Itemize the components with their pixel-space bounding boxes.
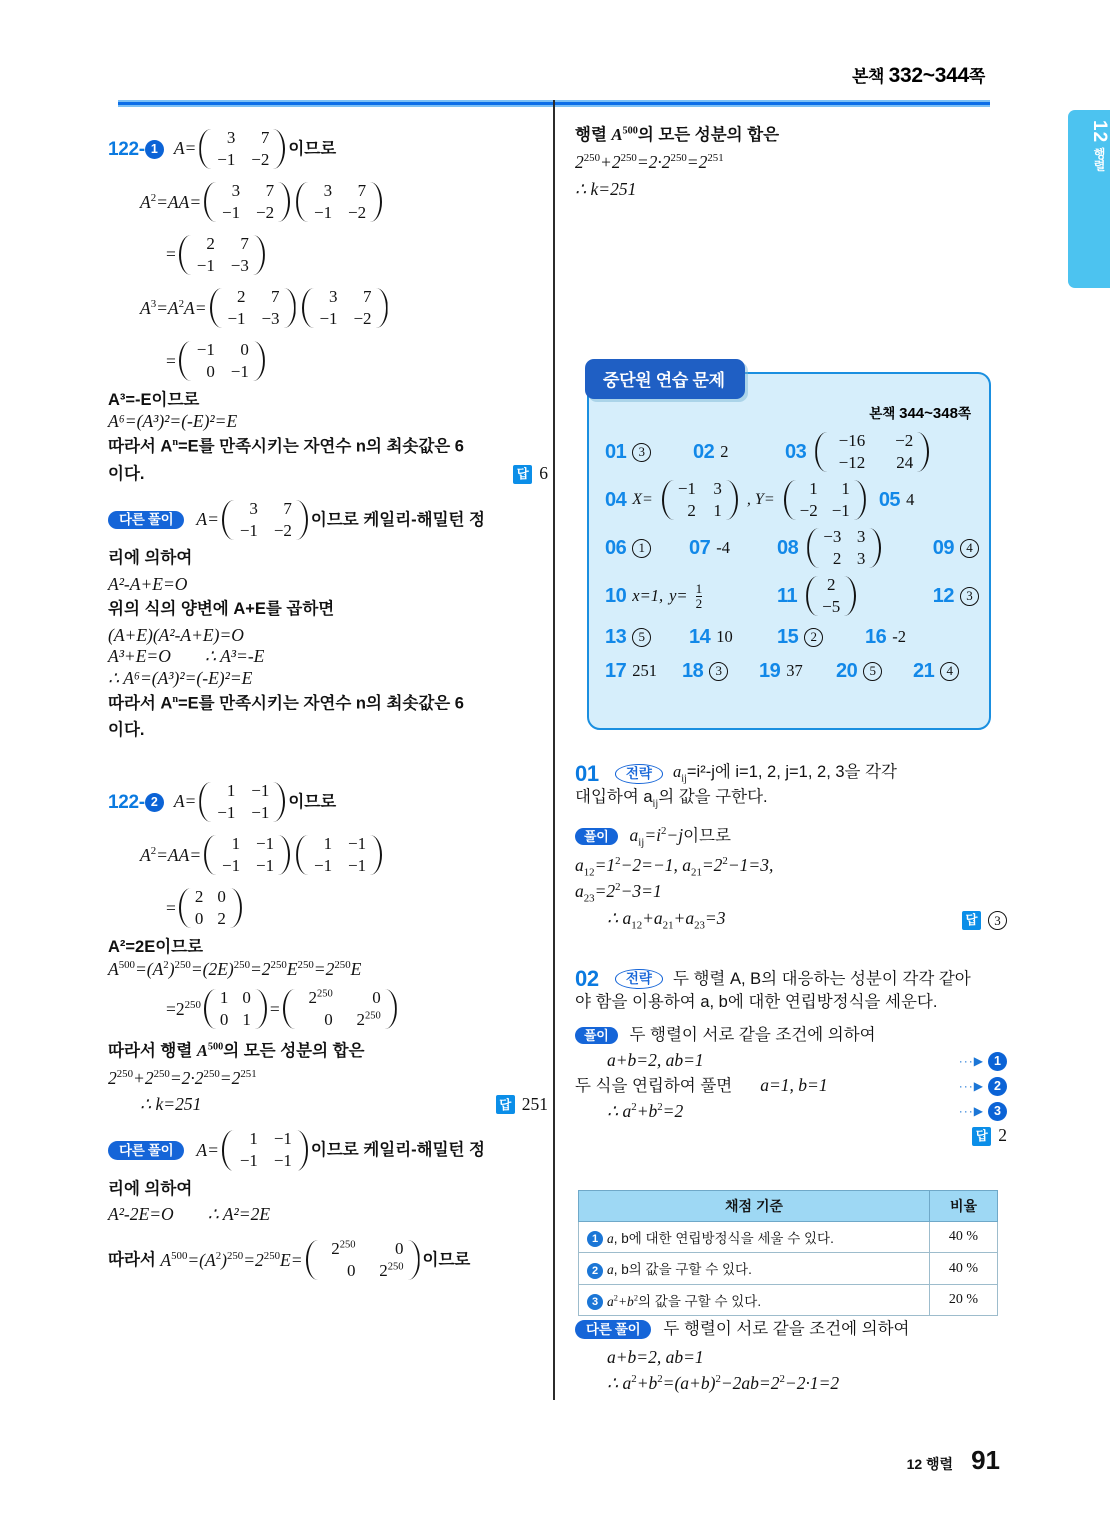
problem-01-block — [575, 763, 1007, 931]
criteria-row-2-text — [579, 1253, 930, 1284]
conclusion-122-1-part1: 따라서 A — [108, 437, 173, 456]
answer-item-13-value: 5 — [632, 628, 651, 647]
criteria-header-criteria: 채점 기준 — [579, 1191, 930, 1222]
problem-02-strategy-text: 두 행렬 A, B의 대응하는 성분이 각각 같아 — [672, 969, 971, 988]
matrix-A2-122-2-result: 2 0 0 2 — [177, 886, 244, 930]
criteria-row-1-marker: 1 — [587, 1231, 603, 1247]
answer-item-13-number: 13 — [605, 625, 627, 648]
criteria-row-2-var: a — [607, 1262, 614, 1278]
answer-badge-icon-01: 답 — [962, 911, 981, 930]
problem-02-answer-value: 2 — [998, 1125, 1007, 1146]
answer-item-10-number: 10 — [605, 584, 627, 607]
answer-item-20-number: 20 — [836, 659, 858, 682]
problem-122-2-number: 122- — [108, 791, 145, 813]
alt-eq3-122-1 — [108, 648, 548, 666]
answer-item-16 — [865, 626, 906, 649]
line-A500b-122-2: $=2^{250}$ 1 0 0 1 = $2^{250}$ 0 0 $2^{250}$ — [166, 987, 548, 1031]
other-solution-pill-2: 다른 풀이 — [108, 1141, 184, 1160]
answer-item-10-den: 2 — [695, 595, 703, 611]
answer-item-19-value: 37 — [786, 661, 803, 681]
answer-item-08-number: 08 — [777, 536, 799, 559]
answer-item-15-number: 15 — [777, 625, 799, 648]
criteria-row-2 — [579, 1253, 998, 1284]
alt-eq1a-122-2: A²-2E=O — [108, 1204, 174, 1225]
side-tab-label — [1068, 120, 1110, 172]
answer-item-10 — [605, 582, 777, 611]
answer-item-06-value: 1 — [632, 539, 651, 558]
answer-item-12-value: 3 — [960, 587, 979, 606]
strategy-pill-02: 전략 — [615, 969, 663, 989]
answer-item-18-value: 3 — [709, 662, 728, 681]
matrix-A2-122-2-m2: 1 −1 −1 −1 — [294, 833, 384, 877]
problem-02-solution-header — [575, 1027, 1007, 1044]
grading-criteria-table — [578, 1190, 998, 1316]
answer-item-09-value: 4 — [960, 539, 979, 558]
alt-line2-122-2: 리에 의하여 — [108, 1179, 193, 1198]
answer-box-ref-prefix: 본책 — [869, 406, 896, 421]
line-A2-eq-122-2: A²=2E이므로 — [108, 938, 204, 957]
alt-conclusion-122-1-p1: 따라서 A — [108, 694, 173, 713]
problem-02-line3-row: ∴ $a^2+b^2=2$ ···▶ 3 — [575, 1102, 1007, 1121]
alt-line3-122-1: 위의 식의 양변에 A+E를 곱하면 — [108, 600, 335, 619]
answer-item-10-x: x=1, — [632, 586, 664, 606]
criteria-header-row — [579, 1191, 998, 1222]
answer-item-06-number: 06 — [605, 536, 627, 559]
answer-row-3 — [605, 526, 979, 570]
answer-item-02 — [693, 441, 785, 464]
matrix-A3-m1: 2 7 −1 −3 — [208, 286, 298, 330]
problem-02-answer-line — [575, 1127, 1007, 1146]
alt-eq3a-122-1: A³+E=O — [108, 646, 171, 667]
problem-02-sol-intro: 두 행렬이 서로 같을 조건에 의하여 — [629, 1025, 876, 1044]
alt-tail-122-2: 이므로 케일리-해밀턴 정 — [310, 1141, 485, 1160]
answer-box-ref-range: 344~348 — [899, 405, 958, 422]
answer-item-14-number: 14 — [689, 625, 711, 648]
text-imuro-1: 이므로 — [288, 139, 337, 158]
answer-value-122-2: 251 — [521, 1094, 548, 1115]
footer-page-number: 91 — [971, 1445, 1000, 1475]
criteria-row-3-marker: 3 — [587, 1294, 603, 1310]
problem-02-alt-intro: 두 행렬이 서로 같을 조건에 의하여 — [663, 1320, 910, 1338]
answer-box-grid — [605, 430, 979, 690]
criteria-row-3 — [579, 1284, 998, 1315]
answer-item-17-number: 17 — [605, 659, 627, 682]
alt-eq2-122-1: (A+E)(A²-A+E)=O — [108, 624, 244, 645]
answer-item-17-value: 251 — [632, 661, 657, 681]
conclusion-122-2: 따라서 행렬 $A^{500}$의 모든 성분의 합은 — [108, 1041, 365, 1061]
alt-eq1-122-2 — [108, 1206, 548, 1224]
problem-01-solution-header: 풀이 $a_{ij}=i^2-j$ 이므로 — [575, 826, 1007, 848]
alt-solution-122-1-header: 다른 풀이 A= 3 7 −1 −2 이므로 케일리-해밀턴 정 — [108, 498, 548, 542]
side-tab-word: 행렬 — [1092, 147, 1106, 172]
step-A3-122-1: $A^3=A^2A=$ 2 7 −1 −3 3 7 −1 −2 — [140, 286, 548, 330]
answer-item-05-number: 05 — [878, 488, 901, 511]
alt-conclusion-122-2: 따라서 $A^{500}=(A^2)^{250}=2^{250}E=$ $2^{250}$ 0 0 $2^{250}$ 이므로 — [108, 1238, 548, 1282]
answer-item-04-matrix-X: −1 3 2 1 — [660, 478, 740, 522]
step-marker-1: ···▶ 1 — [959, 1052, 1007, 1071]
answer-item-21 — [913, 660, 959, 683]
problem-01-strategy-text: =i²-j에 i=1, 2, j=1, 2, 3을 각각 — [686, 762, 897, 781]
answer-line-122-2: ∴ k=251 답 251 — [140, 1094, 548, 1115]
problem-01-answer-value: 3 — [988, 911, 1007, 930]
conclusion-122-1-part2: =E를 만족시키는 자연수 n의 최솟값은 6 — [178, 437, 464, 456]
answer-badge-icon-02: 답 — [972, 1127, 991, 1146]
problem-122-1-heading: 122- 1 A= 3 7 −1 −2 이므로 — [108, 127, 548, 171]
problem-01-header: 01 전략 $a_{ij}=i^2-j$에 i=1, 2, j=1, 2, 3을 각각 — [575, 761, 897, 786]
other-solution-pill-02: 다른 풀이 — [575, 1320, 651, 1339]
header-reference — [852, 62, 985, 88]
right-top-line3: ∴ k=251 — [575, 179, 637, 200]
problem-01-strategy-p4: 의 값을 구한다. — [658, 788, 768, 806]
line-A6-122-1: A⁶=(A³)²=(-E)²=E — [108, 410, 238, 431]
alt-solution-122-2-header: 다른 풀이 A= 1 −1 −1 −1 이므로 케일리-해밀턴 정 — [108, 1128, 548, 1172]
matrix-A2-m2: 3 7 −1 −2 — [294, 180, 384, 224]
criteria-row-3-text: 3 $a^2+b^2$의 값을 구할 수 있다. — [579, 1284, 930, 1315]
answer-item-03-matrix: −16 −2 −12 24 — [813, 430, 931, 474]
problem-01-strategy-p3: 대입하여 a — [575, 788, 653, 806]
answer-item-04: 04 X= −1 3 2 1 , Y= 1 1 −2 −1 — [605, 478, 869, 522]
answer-item-06 — [605, 537, 689, 560]
answer-item-21-number: 21 — [913, 659, 935, 682]
footer-chapter: 12 행렬 — [906, 1456, 954, 1472]
answer-item-08-matrix: −3 3 2 3 — [805, 526, 883, 570]
answer-item-19-number: 19 — [759, 659, 781, 682]
matrix-A2-result: 2 7 −1 −3 — [177, 233, 267, 277]
step-A2-122-1: $A^2=AA=$ 3 7 −1 −2 3 7 −1 −2 — [140, 180, 548, 224]
answer-row-1 — [605, 430, 979, 474]
criteria-row-1 — [579, 1222, 998, 1253]
side-tab-number: 12 — [1089, 120, 1110, 144]
problem-02-alt-block — [575, 1320, 1007, 1392]
matrix-2pow-122-2: $2^{250}$ 0 0 $2^{250}$ — [281, 987, 399, 1031]
alt-eq1-122-1: A²-A+E=O — [108, 573, 188, 594]
criteria-row-3-desc: 의 값을 구할 수 있다. — [638, 1293, 762, 1309]
matrix-alt-A-122-2: 1 −1 −1 −1 — [220, 1128, 310, 1172]
criteria-row-2-pct: 40 % — [930, 1253, 998, 1284]
answer-box-reference — [869, 402, 971, 422]
criteria-row-1-text — [579, 1222, 930, 1253]
answer-box-ref-suffix: 쪽 — [957, 406, 971, 421]
left-column — [108, 118, 548, 1282]
page-footer — [907, 1445, 1000, 1476]
header-reference-suffix: 쪽 — [968, 67, 985, 86]
answer-item-02-number: 02 — [693, 440, 715, 463]
answer-item-15 — [777, 626, 865, 649]
answer-item-18-number: 18 — [682, 659, 704, 682]
answer-item-17 — [605, 660, 682, 683]
criteria-row-1-desc: , b에 대한 연립방정식을 세울 수 있다. — [613, 1231, 834, 1246]
answer-item-05 — [879, 489, 915, 512]
answer-item-13 — [605, 626, 689, 649]
answer-row-5 — [605, 622, 979, 652]
answer-item-11 — [777, 574, 859, 618]
problem-02-line1: a+b=2, ab=1 — [607, 1050, 704, 1071]
matrix-identity-122-2: 1 0 0 1 — [202, 987, 269, 1031]
header-reference-range: 332~344 — [888, 64, 969, 87]
problem-02-alt-line2: ∴ $a^2+b^2=(a+b)^2-2ab=2^2-2\cdot 1=2$ — [607, 1372, 840, 1393]
problem-02-header — [575, 968, 1007, 990]
matrix-A2-m1: 3 7 −1 −2 — [202, 180, 292, 224]
other-solution-pill-1: 다른 풀이 — [108, 511, 184, 530]
unit-exercise-answer-box — [587, 372, 991, 730]
conclusion-122-1: 따라서 $A^n=E$를 만족시키는 자연수 n의 최솟값은 6 — [108, 437, 464, 456]
answer-item-14-value: 10 — [716, 627, 733, 647]
alt-line2-122-1: 리에 의하여 — [108, 548, 193, 567]
answer-item-11-vector: 2 −5 — [804, 574, 858, 618]
answer-item-16-value: -2 — [892, 627, 906, 647]
criteria-row-3-pct: 20 % — [930, 1284, 998, 1315]
criteria-row-1-var: a — [607, 1231, 614, 1246]
line-A3-eq-122-1: A³=-E이므로 — [108, 391, 200, 410]
problem-02-alt-header — [575, 1320, 1007, 1339]
answer-item-12-number: 12 — [932, 584, 954, 607]
step-marker-1-num: 1 — [988, 1052, 1007, 1071]
problem-02-line1-row — [575, 1052, 1007, 1071]
answer-item-09 — [933, 537, 979, 560]
step-marker-2: ···▶ 2 — [959, 1077, 1007, 1096]
line-A500-122-2: $A^{500}=(A^2)^{250}=(2E)^{250}=2^{250}E^{250}=2^{250}E$ — [108, 958, 362, 979]
answer-row-2 — [605, 478, 979, 522]
problem-122-1-number: 122- — [108, 138, 145, 160]
problem-02-line2-label: 두 식을 연립하여 풀면 — [575, 1076, 733, 1095]
answer-item-07-value: -4 — [716, 538, 730, 558]
matrix-A-122-1: 3 7 −1 −2 — [197, 127, 287, 171]
step-A2-result-122-2: = 2 0 0 2 — [166, 886, 548, 930]
answer-value-122-1: 6 — [539, 463, 548, 484]
sum-eq-122-2: $2^{250}+2^{250}=2\cdot 2^{250}=2^{251}$ — [108, 1067, 257, 1088]
criteria-row-1-pct: 40 % — [930, 1222, 998, 1253]
answer-row-6 — [605, 656, 979, 686]
answer-item-11-number: 11 — [777, 584, 798, 607]
alt-conclusion-122-1-p3: 이다. — [108, 720, 145, 739]
alt-conclusion-122-1: 따라서 $A^n=E$를 만족시키는 자연수 n의 최솟값은 6 — [108, 694, 464, 713]
right-column-top — [575, 118, 1007, 203]
solution-pill-02: 풀이 — [575, 1027, 618, 1044]
right-top-line1: 행렬 $A^{500}$의 모든 성분의 합은 — [575, 125, 780, 144]
step-A2-result-122-1: = 2 7 −1 −3 — [166, 233, 548, 277]
problem-01-number: 01 — [575, 761, 599, 786]
text-imuro-2: 이므로 — [288, 792, 337, 811]
answer-item-05-value: 4 — [906, 490, 915, 510]
problem-02-block — [575, 968, 1007, 1146]
criteria-row-2-desc: , b의 값을 구할 수 있다. — [613, 1262, 752, 1278]
matrix-A2-122-2-m1: 1 −1 −1 −1 — [202, 833, 292, 877]
problem-01-strategy-line2: 대입하여 $a_{ij}$의 값을 구한다. — [575, 788, 768, 810]
matrix-alt-A-122-1: 3 7 −1 −2 — [220, 498, 310, 542]
answer-item-02-value: 2 — [720, 442, 729, 462]
answer-item-15-value: 2 — [804, 628, 823, 647]
answer-item-12 — [933, 585, 979, 608]
problem-122-2-circle: 2 — [145, 793, 164, 812]
answer-item-07 — [689, 537, 777, 560]
problem-02-alt-line1: a+b=2, ab=1 — [607, 1346, 704, 1367]
alt-tail-122-1: 이므로 케일리-해밀턴 정 — [310, 510, 485, 529]
answer-badge-icon-2: 답 — [496, 1095, 515, 1114]
alt-eq4-122-1: ∴ A⁶=(A³)²=(-E)²=E — [108, 667, 253, 688]
problem-02-number: 02 — [575, 966, 599, 991]
answer-item-01 — [605, 441, 693, 464]
answer-item-19 — [759, 660, 836, 683]
matrix-alt-result-122-2: $2^{250}$ 0 0 $2^{250}$ — [304, 1238, 422, 1282]
answer-badge-icon: 답 — [513, 465, 532, 484]
answer-line-122-1 — [108, 465, 548, 484]
answer-item-01-value: 3 — [632, 443, 651, 462]
answer-item-01-number: 01 — [605, 440, 627, 463]
answer-item-07-number: 07 — [689, 536, 711, 559]
chapter-side-tab — [1068, 110, 1110, 288]
answer-item-10-y: y= — [669, 586, 688, 606]
header-reference-prefix: 본책 — [851, 67, 885, 86]
matrix-A3-result: −1 0 0 −1 — [177, 339, 267, 383]
right-top-line2: $2^{250}+2^{250}=2\cdot 2^{250}=2^{251}$ — [575, 151, 724, 172]
problem-122-1-circle: 1 — [145, 140, 164, 159]
step-A2-122-2: $A^2=AA=$ 1 −1 −1 −1 1 −1 −1 −1 — [140, 833, 548, 877]
answer-item-09-number: 09 — [932, 536, 954, 559]
matrix-A-122-2: 1 −1 −1 −1 — [197, 780, 287, 824]
problem-02-strategy-line2: 야 함을 이용하여 a, b에 대한 연립방정식을 세운다. — [575, 993, 938, 1011]
problem-02-line2-row — [575, 1077, 1007, 1096]
answer-box-title: 중단원 연습 문제 — [585, 359, 745, 399]
strategy-pill-01: 전략 — [615, 764, 663, 784]
answer-item-20 — [836, 660, 913, 683]
step-A3-result-122-1: = −1 0 0 −1 — [166, 339, 548, 383]
answer-item-04-number: 04 — [605, 488, 627, 511]
answer-item-03 — [785, 430, 932, 474]
problem-01-line2: $a_{12}=1^2-2=-1$, $a_{21}=2^2-1=3$, — [575, 854, 774, 879]
answer-item-08 — [777, 526, 884, 570]
criteria-row-2-marker: 2 — [587, 1263, 603, 1279]
answer-row-4 — [605, 574, 979, 618]
answer-item-18 — [682, 660, 759, 683]
answer-item-21-value: 4 — [940, 662, 959, 681]
answer-item-03-number: 03 — [785, 440, 807, 463]
matrix-A3-m2: 3 7 −1 −2 — [300, 286, 390, 330]
answer-item-16-number: 16 — [865, 625, 887, 648]
answer-item-10-fraction — [696, 582, 703, 611]
step-marker-3: ···▶ 3 — [959, 1102, 1007, 1121]
alt-conclusion-122-1-p2: =E를 만족시키는 자연수 n의 최솟값은 6 — [178, 694, 464, 713]
conclusion-122-1-part3: 이다. — [108, 464, 145, 483]
answer-item-04-matrix-Y: 1 1 −2 −1 — [782, 478, 868, 522]
problem-01-line3: $a_{23}=2^2-3=1$ — [575, 880, 662, 905]
alt-eq3b-122-1: ∴ A³=-E — [204, 646, 265, 667]
alt-eq1b-122-2: ∴ A²=2E — [207, 1204, 271, 1225]
column-divider — [553, 100, 555, 1400]
problem-122-2-heading: 122- 2 A= 1 −1 −1 −1 이므로 — [108, 780, 548, 824]
step-marker-2-num: 2 — [988, 1077, 1007, 1096]
problem-01-answer-line: ∴ $a_{12}+a_{21}+a_{23}=3$ 답 3 — [575, 910, 1007, 931]
answer-item-20-value: 5 — [863, 662, 882, 681]
answer-item-14 — [689, 626, 777, 649]
problem-02-line2-value: a=1, b=1 — [760, 1075, 828, 1096]
criteria-header-ratio: 비율 — [930, 1191, 998, 1222]
alt-conclusion-suffix-122-2: 이므로 — [422, 1250, 471, 1269]
solution-pill-01: 풀이 — [575, 828, 618, 845]
answer-item-10-num: 1 — [695, 581, 703, 597]
step-marker-3-num: 3 — [988, 1102, 1007, 1121]
